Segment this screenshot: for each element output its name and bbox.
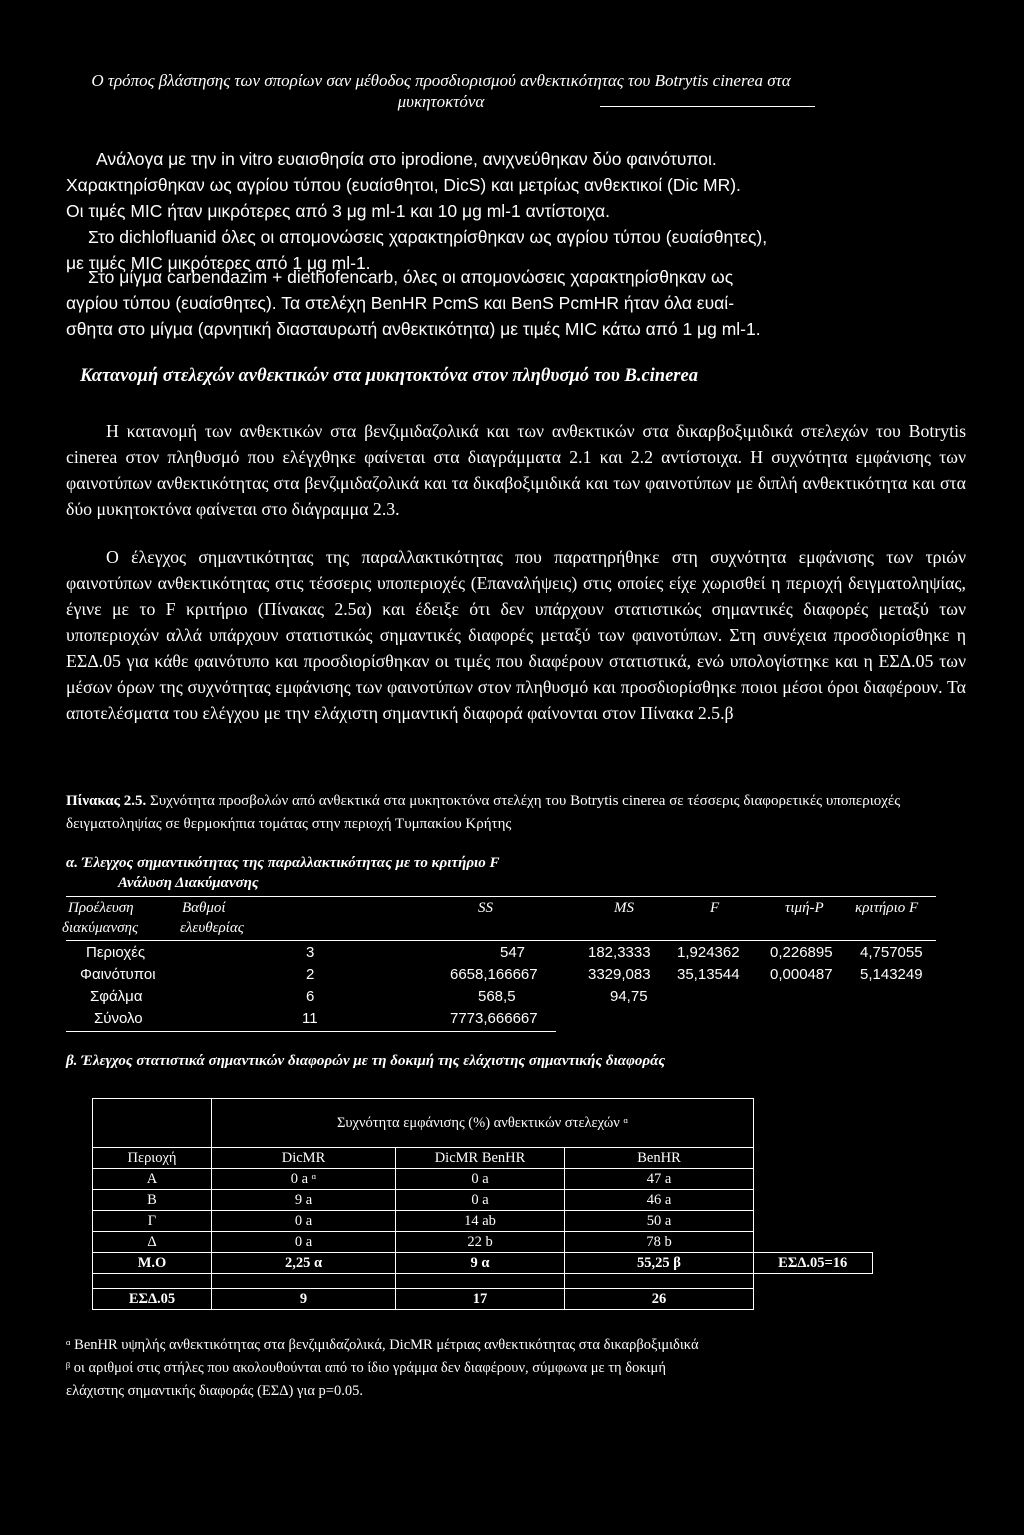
footnote: ᵅ BenHR υψηλής ανθεκτικότητας στα βενζιμιδαζολικά, DicMR μέτριας ανθεκτικότητας στα δικαρβοξιμιδικά [66, 1337, 699, 1353]
table-cell: 0 a [212, 1232, 396, 1253]
anova-header: MS [614, 900, 634, 916]
table-cell: 17 [396, 1289, 565, 1310]
table-row-lsd [93, 1289, 873, 1310]
table-row-mean [93, 1253, 873, 1274]
section-title: Κατανομή στελεχών ανθεκτικών στα μυκητοκτόνα στον πληθυσμό του B.cinerea [80, 366, 698, 386]
table-row [93, 1169, 873, 1190]
anova-subtitle: Ανάλυση Διακύμανσης [118, 875, 259, 891]
column-header: Περιοχή [93, 1148, 212, 1169]
caption-text: Συχνότητα προσβολών από ανθεκτικά στα μυκητοκτόνα στελέχη του Botrytis cinerea σε τέσσερις διαφορετικές υποπεριοχές δειγματοληψίας σε θερμοκήπια τομάτας στην περιοχή Τυμπακίου Κρήτης [66, 793, 901, 832]
table-cell: 0 a ᵅ [212, 1169, 396, 1190]
table-row [93, 1211, 873, 1232]
table-cell: 26 [565, 1289, 754, 1310]
anova-cell: Περιοχές [86, 944, 146, 961]
table-row [93, 1148, 873, 1169]
anova-cell: 7773,666667 [450, 1010, 538, 1027]
table-cell [754, 1211, 873, 1232]
anova-cell: Σφάλμα [90, 988, 143, 1005]
table-cell: 0 a [396, 1190, 565, 1211]
anova-header: Προέλευση [68, 900, 134, 916]
anova-cell: 35,13544 [677, 966, 740, 983]
table-cell: 2,25 α [212, 1253, 396, 1274]
table-cell: 9 [212, 1289, 396, 1310]
anova-cell: 3 [306, 944, 315, 961]
table-cell: Μ.Ο [93, 1253, 212, 1274]
anova-header: F [710, 900, 720, 916]
table-cell: Α [93, 1169, 212, 1190]
column-header: DicMR BenHR [396, 1148, 565, 1169]
anova-header: SS [478, 900, 493, 916]
anova-header: διακύμανσης [62, 920, 139, 936]
text-line: Χαρακτηρίσθηκαν ως αγρίου τύπου (ευαίσθητοι, DicS) και μετρίως ανθεκτικοί (Dic MR). [66, 175, 741, 195]
table-footnotes [66, 1334, 966, 1403]
anova-cell: 0,000487 [770, 966, 833, 983]
table-cell [396, 1274, 565, 1289]
table-cell: Β [93, 1190, 212, 1211]
anova-cell: 568,5 [478, 988, 516, 1005]
anova-cell: Φαινότυποι [80, 966, 156, 983]
table-cell [93, 1274, 212, 1289]
table-cell [754, 1190, 873, 1211]
table-spacer [93, 1274, 873, 1289]
table-caption [66, 790, 966, 836]
anova-cell: 3329,083 [588, 966, 651, 983]
anova-bottom-rule [66, 1031, 556, 1032]
lsd-table [92, 1098, 873, 1310]
anova-cell: 94,75 [610, 988, 648, 1005]
anova-cell: 547 [500, 944, 526, 961]
header-rule [600, 106, 815, 107]
table-cell [212, 1274, 396, 1289]
anova-cell: 182,3333 [588, 944, 651, 961]
table-cell [754, 1274, 873, 1289]
table-cell: 22 b [396, 1232, 565, 1253]
anova-cell: 5,143249 [860, 966, 923, 983]
body-paragraph-1: Η κατανομή των ανθεκτικών στα βενζιμιδαζολικά και των ανθεκτικών στα δικαρβοξιμιδικά στελεχών του Botrytis cinerea στον πληθυσμό που ελέγχθηκε φαίνεται στα διαγράμματα 2.1 και 2.2 αντίστοιχα. Η συχνότητα εμφάνισης των φαινοτύπων ανθεκτικότητας στα βενζιμιδαζολικά και τα δικαβοξιμιδικά και των φαινοτύπων με διπλή ανθεκτικότητα και στα δύο μυκητοκτόνα φαίνεται στο διάγραμμα 2.3. [66, 421, 966, 519]
running-header-line1: Ο τρόπος βλάστησης των σπορίων σαν μέθοδος προσδιορισμού ανθεκτικότητας του Botrytis cinerea στα [91, 71, 791, 90]
column-header: DicMR [212, 1148, 396, 1169]
anova-header: κριτήριο F [855, 900, 919, 916]
intro-paragraph-3 [66, 264, 966, 342]
anova-header: Βαθμοί [182, 900, 226, 916]
table-cell: ΕΣΔ.05 [93, 1289, 212, 1310]
table-cell: ΕΣΔ.05=16 [754, 1253, 873, 1274]
group-header: Συχνότητα εμφάνισης (%) ανθεκτικών στελεχών ᵅ [212, 1099, 754, 1148]
anova-header-rule [66, 940, 936, 941]
anova-cell: 6 [306, 988, 315, 1005]
table-cell [93, 1099, 212, 1148]
table-cell: 47 a [565, 1169, 754, 1190]
running-header-line2: μυκητοκτόνα [397, 92, 485, 111]
table-row [93, 1232, 873, 1253]
table-cell: 55,25 β [565, 1253, 754, 1274]
lsd-title: β. Έλεγχος στατιστικά σημαντικών διαφορών με τη δοκιμή της ελάχιστης σημαντικής διαφοράς [66, 1053, 666, 1069]
anova-title: α. Έλεγχος σημαντικότητας της παραλλακτικότητας με το κριτήριο F [66, 855, 500, 871]
table-cell: 50 a [565, 1211, 754, 1232]
table-cell: 0 a [396, 1169, 565, 1190]
table-cell [754, 1289, 873, 1310]
text-line: Στο μίγμα carbendazim + diethofencarb, όλες οι απομονώσεις χαρακτηρίσθηκαν ως [88, 267, 734, 287]
table-cell [754, 1148, 873, 1169]
anova-header: ελευθερίας [180, 920, 244, 936]
anova-cell: 0,226895 [770, 944, 833, 961]
text-line: Στο dichlofluanid όλες οι απομονώσεις χαρακτηρίσθηκαν ως αγρίου τύπου (ευαίσθητες), [88, 227, 768, 247]
anova-header: τιμή-P [785, 900, 824, 916]
text-line: σθητα στο μίγμα (αρνητική διασταυρωτή ανθεκτικότητα) με τιμές MIC κάτω από 1 μg ml-1. [66, 319, 761, 339]
table-cell [754, 1099, 873, 1148]
table-cell: 78 b [565, 1232, 754, 1253]
footnote: ᵝ οι αριθμοί στις στήλες που ακολουθούνται από το ίδιο γράμμα δεν διαφέρουν, σύμφωνα με τη δοκιμή [66, 1360, 666, 1376]
table-cell: 9 α [396, 1253, 565, 1274]
table-cell: Δ [93, 1232, 212, 1253]
anova-cell: 2 [306, 966, 315, 983]
table-row [93, 1190, 873, 1211]
table-cell: 0 a [212, 1211, 396, 1232]
anova-cell: 4,757055 [860, 944, 923, 961]
table-cell: 46 a [565, 1190, 754, 1211]
anova-cell: Σύνολο [94, 1010, 143, 1027]
table-cell [754, 1169, 873, 1190]
column-header: BenHR [565, 1148, 754, 1169]
table-row [93, 1099, 873, 1148]
anova-cell: 11 [302, 1010, 318, 1027]
footnote: ελάχιστης σημαντικής διαφοράς (ΕΣΔ) για p=0.05. [66, 1383, 363, 1399]
table-cell [565, 1274, 754, 1289]
table-cell: Γ [93, 1211, 212, 1232]
table-cell: 14 ab [396, 1211, 565, 1232]
caption-label: Πίνακας 2.5. [66, 793, 147, 809]
table-cell: 9 a [212, 1190, 396, 1211]
anova-top-rule [66, 896, 936, 897]
text-line: Οι τιμές MIC ήταν μικρότερες από 3 μg ml-1 και 10 μg ml-1 αντίστοιχα. [66, 201, 611, 221]
body-paragraph-2: Ο έλεγχος σημαντικότητας της παραλλακτικότητας που παρατηρήθηκε στη συχνότητα εμφάνισης των τριών φαινοτύπων ανθεκτικότητας στις τέσσερις υποπεριοχές (Επαναλήψεις) στις οποίες είχε χωρισθεί η περιοχή δειγματοληψίας, έγινε με το F κριτήριο (Πίνακας 2.5α) και έδειξε ότι δεν υπάρχουν στατιστικώς σημαντικές διαφορές μεταξύ των υποπεριοχών αλλά υπάρχουν στατιστικώς σημαντικές διαφορές μεταξύ των φαινοτύπων. Στη συνέχεια προσδιορίσθηκε η ΕΣΔ.05 για κάθε φαινότυπο και προσδιορίσθηκαν οι τιμές που διαφέρουν στατιστικά, ενώ υπολογίστηκε και η ΕΣΔ.05 των μέσων όρων της συχνότητας εμφάνισης των φαινοτύπων στον πληθυσμό και προσδιορίσθηκε ποιοι μέσοι όροι διαφέρουν. Τα αποτελέσματα του ελέγχου με την ελάχιστη σημαντική διαφορά φαίνονται στον Πίνακα 2.5.β [66, 547, 966, 723]
intro-paragraph-1 [66, 146, 966, 224]
text-line: με τιμές MIC μικρότερες από 1 μg ml-1. [66, 253, 371, 273]
text-line: αγρίου τύπου (ευαίσθητες). Τα στελέχη BenHR PcmS και BenS PcmHR ήταν όλα ευαί- [66, 293, 735, 313]
anova-cell: 1,924362 [677, 944, 740, 961]
text-line: Ανάλογα με την in vitro ευαισθησία στο iprodione, ανιχνεύθηκαν δύο φαινότυποι. [96, 149, 717, 169]
anova-cell: 6658,166667 [450, 966, 538, 983]
table-cell [754, 1232, 873, 1253]
